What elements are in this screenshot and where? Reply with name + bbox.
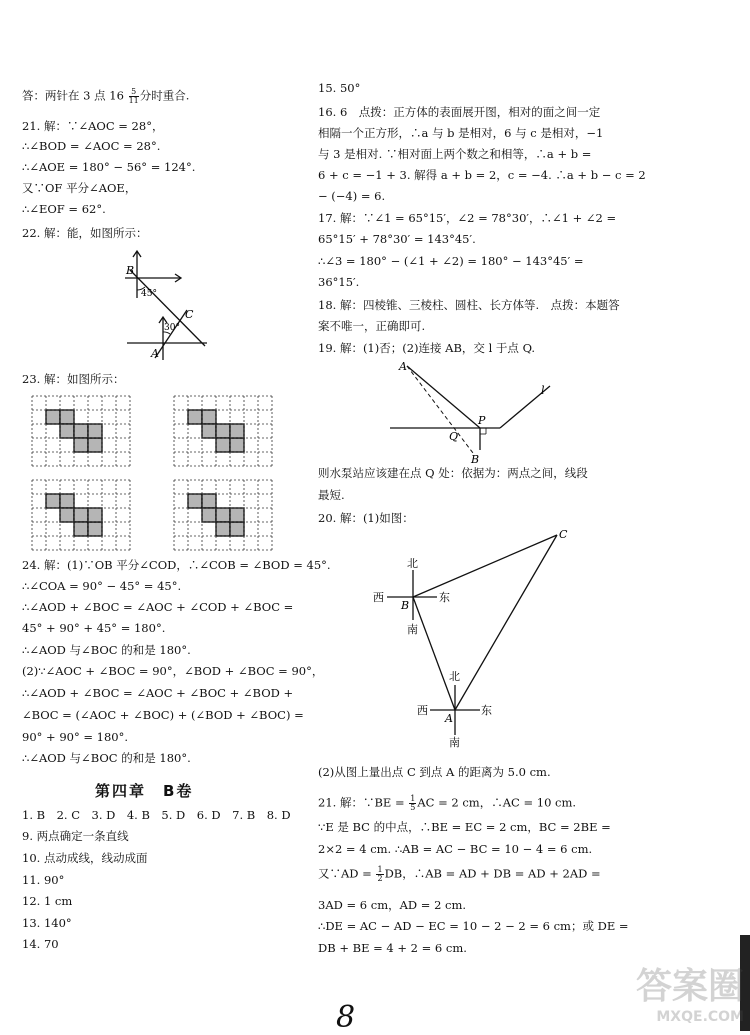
shaded-square [60,424,74,438]
answer-line: ∴∠AOD + ∠BOC = ∠AOC + ∠BOC + ∠BOD + [22,686,294,700]
shaded-square [88,438,102,452]
shaded-square [60,508,74,522]
answer-line: − (−4) = 6. [318,189,386,203]
answer-line: 21. 解：∵BE = $\frac{1}{5}$ AC = 2 cm，∴AC = 10 cm. [318,794,577,812]
answer-line: 又∵OF 平分∠AOE， [22,181,137,195]
label-B: B [126,264,135,277]
answer-line: 相隔一个正方形，∴a 与 b 是相对，6 与 c 是相对，−1 [318,126,604,140]
answer-line: 6 + c = −1 + 3. 解得 a + b = 2，c = −4. ∴a + b − c = 2 [318,168,646,182]
answer-line: ∴∠AOD 与∠BOC 的和是 180°. [22,751,191,765]
answer-line: (2)从图上量出点 C 到点 A 的距离为 5.0 cm. [318,765,551,779]
answer-line: 9. 两点确定一条直线 [22,829,129,843]
answer-line: ∴∠BOD = ∠AOC = 28°. [22,139,161,153]
answer-line: 1. B 2. C 3. D 4. B 5. D 6. D 7. B 8. D [22,808,291,822]
answer-line: ∴∠3 = 180° − (∠1 + ∠2) = 180° − 143°45′ = [318,254,584,268]
answer-line: (2)∵∠AOC + ∠BOC = 90°，∠BOD + ∠BOC = 90°， [22,664,324,678]
answer-line: 14. 70 [22,937,59,951]
answer-line: 则水泵站应该建在点 Q 处：依据为：两点之间，线段 [318,466,588,480]
shaded-square [74,424,88,438]
label-north-a: 北 [449,670,460,683]
label-west-b: 西 [373,591,384,604]
figure-19 [385,358,585,468]
label-P: P [478,414,486,427]
label-north-b: 北 [407,557,418,570]
answer-line: 15. 50° [318,81,361,95]
label-east-a: 东 [481,704,492,717]
chapter-heading: 第四章 B卷 [95,782,194,800]
shaded-square [230,508,244,522]
label-A: A [399,360,407,373]
shaded-square [230,424,244,438]
shaded-square [216,508,230,522]
answer-line: 10. 点动成线，线动成面 [22,851,148,865]
shaded-square [202,410,216,424]
shaded-square [230,438,244,452]
figure-23 [28,392,278,554]
label-A: A [151,347,159,360]
answer-line: 17. 解：∵∠1 = 65°15′，∠2 = 78°30′，∴∠1 + ∠2 = [318,211,617,225]
figure-20 [365,525,580,750]
answer-line: DB + BE = 4 + 2 = 6 cm. [318,941,467,955]
shaded-square [60,494,74,508]
shaded-square [74,438,88,452]
figure-22 [115,248,215,363]
answer-line: 36°15′. [318,275,360,289]
shaded-square [216,522,230,536]
answer-line: 又∵AD = $\frac{1}{2}$ DB，∴AB = AD + DB = AD + 2AD = [318,865,601,883]
answer-line: 案不唯一，正确即可. [318,319,426,333]
label-west-a: 西 [417,704,428,717]
angle-30-label: 30° [164,323,180,333]
shaded-square [88,508,102,522]
shaded-square [60,410,74,424]
watermark [636,958,744,1025]
shaded-square [202,494,216,508]
answer-line: 19. 解：(1)否；(2)连接 AB，交 l 于点 Q. [318,341,536,355]
answer-line: 20. 解：(1)如图： [318,511,414,525]
label-south-b: 南 [407,623,418,636]
answer-line: 45° + 90° + 45° = 180°. [22,621,166,635]
label-Q: Q [449,430,459,443]
shaded-square [188,410,202,424]
fraction: $\frac{5}{11}$ [128,87,139,105]
answer-line: ∠BOC = (∠AOC + ∠BOC) + (∠BOD + ∠BOC) = [22,708,304,722]
answer-line: 3AD = 6 cm，AD = 2 cm. [318,898,467,912]
answer-line: 13. 140° [22,916,72,930]
shaded-square [74,508,88,522]
shaded-square [188,494,202,508]
shaded-square [88,522,102,536]
label-l: l [541,384,545,397]
shaded-square [202,508,216,522]
answer-line: 18. 解：四棱锥、三棱柱、圆柱、长方体等. 点拨：本题答 [318,298,620,312]
answer-line: 与 3 是相对. ∵相对面上两个数之和相等，∴a + b = [318,147,592,161]
answer-line: 24. 解：(1)∵OB 平分∠COD，∴∠COB = ∠BOD = 45°. [22,558,331,572]
answer-line: ∴∠AOE = 180° − 56° = 124°. [22,160,196,174]
answer-line: ∵E 是 BC 的中点，∴BE = EC = 2 cm，BC = 2BE = [318,820,611,834]
shaded-square [216,438,230,452]
answer-line: 11. 90° [22,873,65,887]
answer-line: ∴∠AOD 与∠BOC 的和是 180°. [22,643,191,657]
answer-line: 16. 6 点拨：正方体的表面展开图，相对的面之间一定 [318,105,601,119]
answer-line: ∴∠AOD + ∠BOC = ∠AOC + ∠COD + ∠BOC = [22,600,294,614]
shaded-square [230,522,244,536]
answer-line: ∴∠EOF = 62°. [22,202,106,216]
watermark-url: MXQE.COM [656,1009,744,1025]
label-east-b: 东 [439,591,450,604]
answer-line: ∴DE = AC − AD − EC = 10 − 2 − 2 = 6 cm；或 DE = [318,919,629,933]
page-number: 8 [336,1000,356,1035]
shaded-square [216,424,230,438]
label-C: C [559,528,568,541]
answer-line: 最短. [318,488,345,502]
answer-line: 65°15′ + 78°30′ = 143°45′. [318,232,476,246]
angle-45-label: 45° [141,289,157,299]
answer-line: 23. 解：如图所示： [22,372,125,386]
shaded-square [46,494,60,508]
shaded-square [74,522,88,536]
answer-line: 12. 1 cm [22,894,73,908]
answer-line: 22. 解：能，如图所示： [22,226,148,240]
fraction: $\frac{1}{2}$ [377,865,383,883]
label-B: B [401,599,410,612]
answer-line: 90° + 90° = 180°. [22,730,129,744]
shaded-square [88,424,102,438]
fraction: $\frac{1}{5}$ [410,794,416,812]
shaded-square [46,410,60,424]
label-C: C [185,308,194,321]
label-south-a: 南 [449,736,460,749]
answer-line: 2×2 = 4 cm. ∴AB = AC − BC = 10 − 4 = 6 cm. [318,842,593,856]
watermark-logo: 答案圈 [635,966,744,1007]
answer-line: 答：两针在 3 点 16 $\frac{5}{11}$ 分时重合. [22,87,190,105]
answer-line: 21. 解：∵∠AOC = 28°， [22,119,164,133]
shaded-square [202,424,216,438]
label-A: A [445,712,453,725]
label-B: B [471,453,480,466]
answer-line: ∴∠COA = 90° − 45° = 45°. [22,579,182,593]
